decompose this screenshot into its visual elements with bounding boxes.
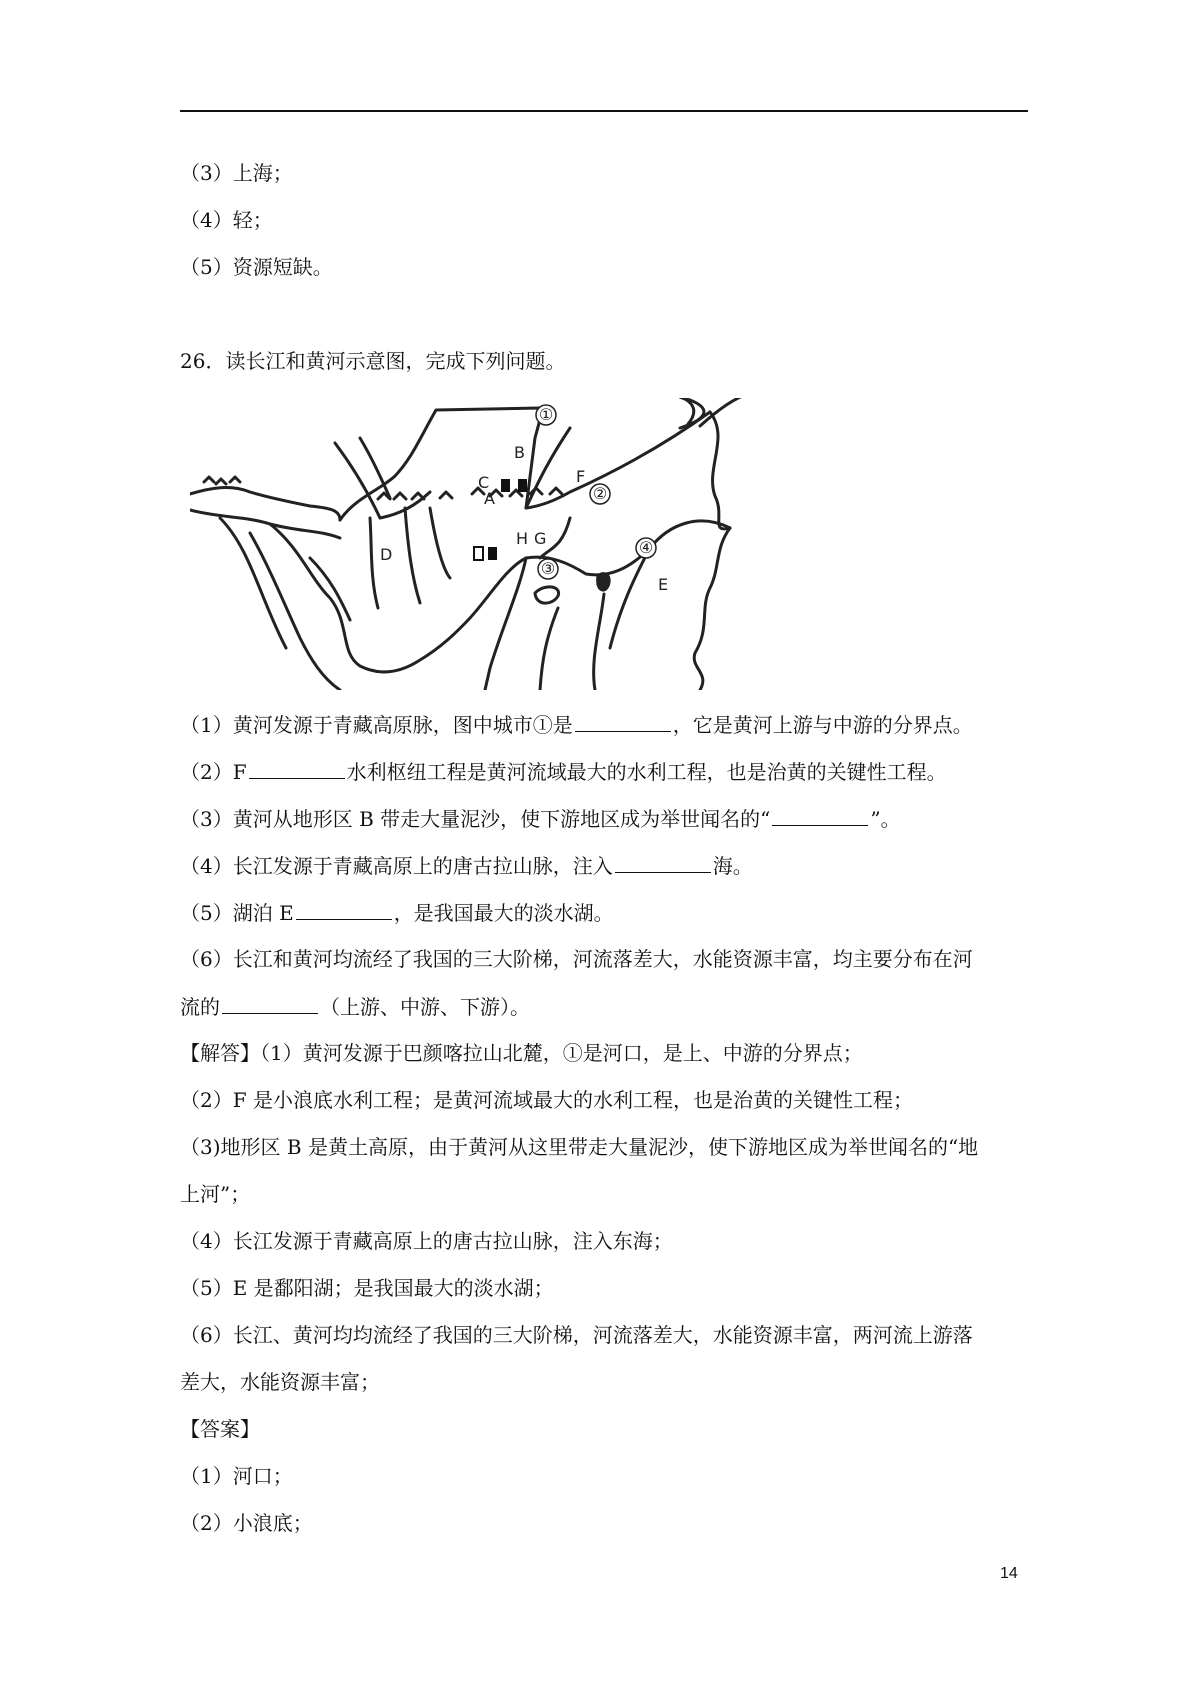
header-rule [180, 110, 1028, 112]
answer-heading: 【答案】 [180, 1417, 260, 1441]
river-map-figure [190, 398, 780, 690]
question-6-text-b: （上游、中游、下游）。 [320, 995, 530, 1019]
question-1-text-a: （1）黄河发源于青藏高原脉，图中城市①是 [180, 713, 573, 737]
prev-answer-5: （5）资源短缺。 [180, 255, 333, 279]
prev-answer-4: （4）轻； [180, 208, 273, 232]
question-5-text-a: （5）湖泊 E [180, 901, 294, 925]
analysis-3-line-2: 上河”； [180, 1182, 251, 1206]
question-4-blank [615, 850, 711, 873]
question-1-text-b: ，它是黄河上游与中游的分界点。 [672, 713, 973, 737]
question-2 [180, 756, 947, 787]
analysis-heading: 【解答】 [180, 1041, 260, 1065]
analysis-6-line-1: （6）长江、黄河均均流经了我国的三大阶梯，河流落差大，水能资源丰富，两河流上游落 [180, 1323, 973, 1347]
analysis-1: （1）黄河发源于巴颜喀拉山北麓，①是河口，是上、中游的分界点； [260, 1041, 863, 1065]
analysis-5: （5）E 是鄱阳湖；是我国最大的淡水湖； [180, 1276, 554, 1300]
question-2-text-a: （2）F [180, 760, 247, 784]
map-label-e: E [658, 575, 669, 594]
answer-1: （1）河口； [180, 1464, 293, 1488]
question-4-text-b: 海。 [712, 854, 753, 878]
question-2-blank [249, 756, 345, 779]
analysis-2: （2）F 是小浪底水利工程；是黄河流域最大的水利工程，也是治黄的关键性工程； [180, 1088, 913, 1112]
map-label-b: B [514, 443, 525, 462]
question-4-text-a: （4）长江发源于青藏高原上的唐古拉山脉，注入 [180, 854, 613, 878]
question-title: 26．读长江和黄河示意图，完成下列问题。 [180, 349, 566, 373]
yangtze-yellow-river-sketch [190, 398, 780, 690]
marker-2-label: ② [592, 484, 608, 503]
question-1 [180, 709, 973, 740]
analysis-6-line-2: 差大，水能资源丰富； [180, 1370, 380, 1394]
question-5 [180, 897, 614, 928]
question-6-text-a: 流的 [180, 995, 220, 1019]
question-6-line-2 [180, 991, 530, 1022]
question-2-text-b: 水利枢纽工程是黄河流域最大的水利工程，也是治黄的关键性工程。 [346, 760, 947, 784]
question-6-blank [222, 991, 318, 1014]
question-3 [180, 803, 901, 834]
marker-1-label: ① [538, 405, 554, 424]
map-label-h: H [516, 529, 529, 548]
city-marker-2 [590, 484, 610, 504]
question-1-blank [575, 709, 671, 732]
marker-3-label: ③ [540, 559, 556, 578]
page-number: 14 [1000, 1565, 1018, 1582]
prev-answer-3: （3）上海； [180, 161, 293, 185]
question-5-text-b: ，是我国最大的淡水湖。 [393, 901, 614, 925]
map-label-d: D [380, 545, 393, 564]
analysis-4: （4）长江发源于青藏高原上的唐古拉山脉，注入东海； [180, 1229, 673, 1253]
map-label-a: A [484, 489, 495, 508]
answer-2: （2）小浪底； [180, 1511, 313, 1535]
analysis-3-line-1: （3)地形区 B 是黄土高原，由于黄河从这里带走大量泥沙，使下游地区成为举世闻名的“地 [180, 1135, 979, 1159]
city-marker-3 [538, 559, 558, 579]
city-marker-1 [536, 405, 556, 425]
map-label-g: G [534, 529, 547, 548]
question-3-text-b: ”。 [870, 807, 901, 831]
question-3-text-a: （3）黄河从地形区 B 带走大量泥沙，使下游地区成为举世闻名的“ [180, 807, 771, 831]
map-label-f: F [576, 467, 586, 486]
question-3-blank [772, 803, 868, 826]
marker-4-label: ④ [638, 538, 654, 557]
city-marker-4 [636, 538, 656, 558]
question-4 [180, 850, 753, 881]
analysis-line-1 [180, 1038, 863, 1068]
question-5-blank [296, 897, 392, 920]
map-label-c: C [478, 473, 490, 492]
question-6-line-1: （6）长江和黄河均流经了我国的三大阶梯，河流落差大，水能资源丰富，均主要分布在河 [180, 947, 973, 971]
